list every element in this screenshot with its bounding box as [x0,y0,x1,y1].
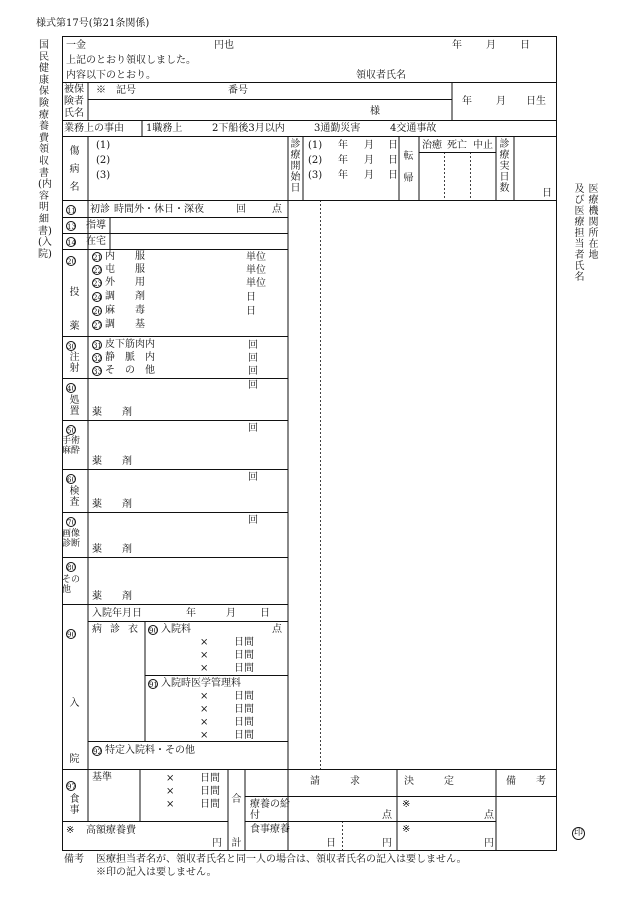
sec-50-label: 手術麻酔 [62,436,81,456]
disease-1: (1) [96,140,111,151]
fee91-days-1: 日間 [234,691,254,702]
meal-kijun: 基準 [92,772,112,783]
fee-92: 92 特定入院料・その他 [93,745,195,756]
birth-year: 年 [462,96,472,107]
sec-14-label: 在宅 [86,236,106,247]
sec-11-unit-times: 回 [236,204,246,215]
disease-label: 傷病名 [69,146,80,193]
start-d-2: 日 [388,155,398,166]
sec-13-num: 13 [67,222,76,231]
start-m-3: 月 [364,170,374,181]
claim-header: 請 求 [310,776,360,787]
start-y-1: 年 [338,140,348,151]
item-23: 23 外 用 [93,277,145,288]
clinic-doctor-label: 及び医療担当者氏名 [574,184,585,283]
fee91-days-4: 日間 [234,730,254,741]
admit-day: 日 [260,608,270,619]
sec-40-num: 40 [67,384,76,393]
disease-3: (3) [96,170,111,181]
admit-date-label: 入院年月日 [92,608,142,619]
fee90-x-1: × [200,637,209,648]
item-21: 21 内 服 [93,251,145,262]
outcome-stopped: 中止 [473,140,493,151]
fee90-days-2: 日間 [234,650,254,661]
kigo-label: ※ 記号 [96,85,136,96]
fee90-days-3: 日間 [234,663,254,674]
meal-days-2: 日間 [200,786,220,797]
sec-70-unit: 回 [248,515,258,526]
sec-90-label: 入院 [69,698,80,765]
sec-13-label: 指導 [86,220,106,231]
receipt-month: 月 [486,40,496,51]
start-d-1: 日 [388,140,398,151]
item-23-unit: 単位 [246,278,266,289]
fee91-days-3: 日間 [234,717,254,728]
sec-60-num: 60 [67,475,76,484]
start-d-3: 日 [388,170,398,181]
fee-90-unit: 点 [272,624,282,635]
outcome-cured: 治癒 [422,140,442,151]
item-24: 24 調 剤 [93,291,145,302]
sec-90-num: 90 [67,630,76,639]
admit-month: 月 [226,608,236,619]
form-title: 国民健康保険療養費領収書(内容明細書)(入院) [38,40,52,260]
insured-label: 被保険者氏名 [64,84,84,119]
sec-50-num: 50 [67,426,76,435]
sec-70-num: 70 [67,518,76,527]
birth-day: 日生 [526,96,546,107]
clinic-address-label: 医療機関所在地 [588,184,599,261]
sec-11-unit-points: 点 [272,204,282,215]
bango-label: 番号 [228,85,248,96]
sec-11-label: 初診 [90,204,110,215]
fee91-days-2: 日間 [234,704,254,715]
sec-50-drug: 薬 剤 [92,456,132,467]
item-33: 33 そ の 他 [93,365,155,376]
actual-days-label: 診療実日数 [499,139,510,194]
kind-i: 衣 [128,624,138,635]
item-31: 31 皮下筋肉内 [93,339,155,350]
start-y-2: 年 [338,155,348,166]
kind-byo: 病 [92,624,102,635]
item-31-unit: 回 [248,340,258,351]
reason-label: 業務上の事由 [64,123,124,134]
start-y-3: 年 [338,170,348,181]
yen-nari-label: 円也 [214,40,234,51]
receiver-name-label: 領収者氏名 [356,70,406,81]
sec-30-label: 注射 [69,352,80,374]
meal-ryoyo-label: 食事療養 [250,824,290,835]
item-24-unit: 日 [246,292,256,303]
sec-11-num: 11 [67,206,76,215]
sec-14-num: 14 [67,238,76,247]
meal-x-1: × [166,773,175,784]
sec-80-drug: 薬 剤 [92,591,132,602]
start-row-1: (1) [308,140,323,151]
claim-yen-unit: 円 [382,838,392,849]
sec-60-unit: 回 [248,472,258,483]
remarks-header: 備 考 [506,776,546,787]
form-number: 様式第17号(第21条関係) [36,18,150,29]
fee91-x-2: × [200,704,209,715]
claim-days-unit: 日 [326,838,336,849]
item-32-unit: 回 [248,353,258,364]
birth-month: 月 [496,96,506,107]
meal-days-1: 日間 [200,773,220,784]
kind-shin: 診 [110,624,120,635]
item-27: 27 調 基 [93,319,145,330]
item-21-unit: 単位 [246,252,266,263]
start-m-1: 月 [364,140,374,151]
item-22-unit: 単位 [246,265,266,276]
item-32: 32 静 脈 内 [93,352,155,363]
sama-label: 様 [370,106,380,117]
admit-year: 年 [186,608,196,619]
ikkin-label: 一金 [66,40,86,51]
start-date-label: 診療開始日 [290,139,301,194]
fee-90: 90 入院料 [149,624,191,635]
outcome-death: 死亡 [447,140,467,151]
item-26-unit: 日 [246,306,256,317]
notes-line-2: ※印の記入は要しません。 [96,867,217,878]
reason-option-1: 1職務上 [146,123,183,134]
outcome-label: 転帰 [403,151,414,184]
reason-option-3: 3通勤災害 [314,123,361,134]
sec-30-num: 30 [67,342,76,351]
meal-days-3: 日間 [200,799,220,810]
reason-option-4: 4交通事故 [390,123,437,134]
start-m-2: 月 [364,155,374,166]
notes-line-1: 医療担当者名が、領収者氏名と同一人の場合は、領収者氏名の記入は要しません。 [96,854,467,865]
sec-40-drug: 薬 剤 [92,407,132,418]
fee90-x-2: × [200,650,209,661]
sec-60-label: 検査 [69,486,80,508]
decision-yen-unit: 円 [484,838,494,849]
meal-x-2: × [166,786,175,797]
actual-days-unit: 日 [542,188,552,199]
received-statement: 上記のとおり領収しました。 [66,55,196,66]
kogaku-yen: 円 [212,838,222,849]
decision-asterisk-1: ※ [402,799,411,810]
sec-97-label: 食事 [69,794,80,816]
decision-asterisk-2: ※ [402,824,411,835]
sec-97-num: 97 [67,782,76,791]
fee90-days-1: 日間 [234,637,254,648]
receipt-day: 日 [520,40,530,51]
claim-points-unit: 点 [382,810,392,821]
fee-91: 91 入院時医学管理料 [149,678,241,689]
fee91-x-3: × [200,717,209,728]
sec-40-label: 処置 [69,395,80,417]
sec-80-label: その他 [62,575,81,595]
disease-2: (2) [96,155,111,166]
reason-option-2: 2下船後3月以内 [212,123,285,134]
fee91-x-4: × [200,730,209,741]
item-33-unit: 回 [248,366,258,377]
sec-40-unit: 回 [248,380,258,391]
sec-70-label: 画像診断 [62,529,81,549]
decision-points-unit: 点 [484,810,494,821]
contents-statement: 内容以下のとおり。 [66,70,156,81]
ryoyo-kyufu-label: 療養の給付 [250,799,290,821]
item-26: 26 麻 毒 [93,305,145,316]
sec-20-num: 20 [67,257,76,266]
fee91-x-1: × [200,691,209,702]
sec-20-label: 投薬 [69,287,80,332]
sec-11-detail: 時間外・休日・深夜 [114,204,204,215]
receipt-year: 年 [452,40,462,51]
start-row-3: (3) [308,170,323,181]
notes-label: 備考 [64,854,84,865]
sec-60-drug: 薬 剤 [92,499,132,510]
item-22: 22 屯 服 [93,264,145,275]
meal-x-3: × [166,799,175,810]
seal-mark: 印 [574,828,584,838]
kogaku-label: 高額療養費 [86,825,136,836]
sec-70-drug: 薬 剤 [92,544,132,555]
sec-80-num: 80 [67,563,76,572]
decision-header: 決 定 [404,776,454,787]
kogaku-asterisk: ※ [66,825,75,836]
sec-50-unit: 回 [248,423,258,434]
total-label: 合計 [231,794,242,849]
fee90-x-3: × [200,663,209,674]
start-row-2: (2) [308,155,323,166]
